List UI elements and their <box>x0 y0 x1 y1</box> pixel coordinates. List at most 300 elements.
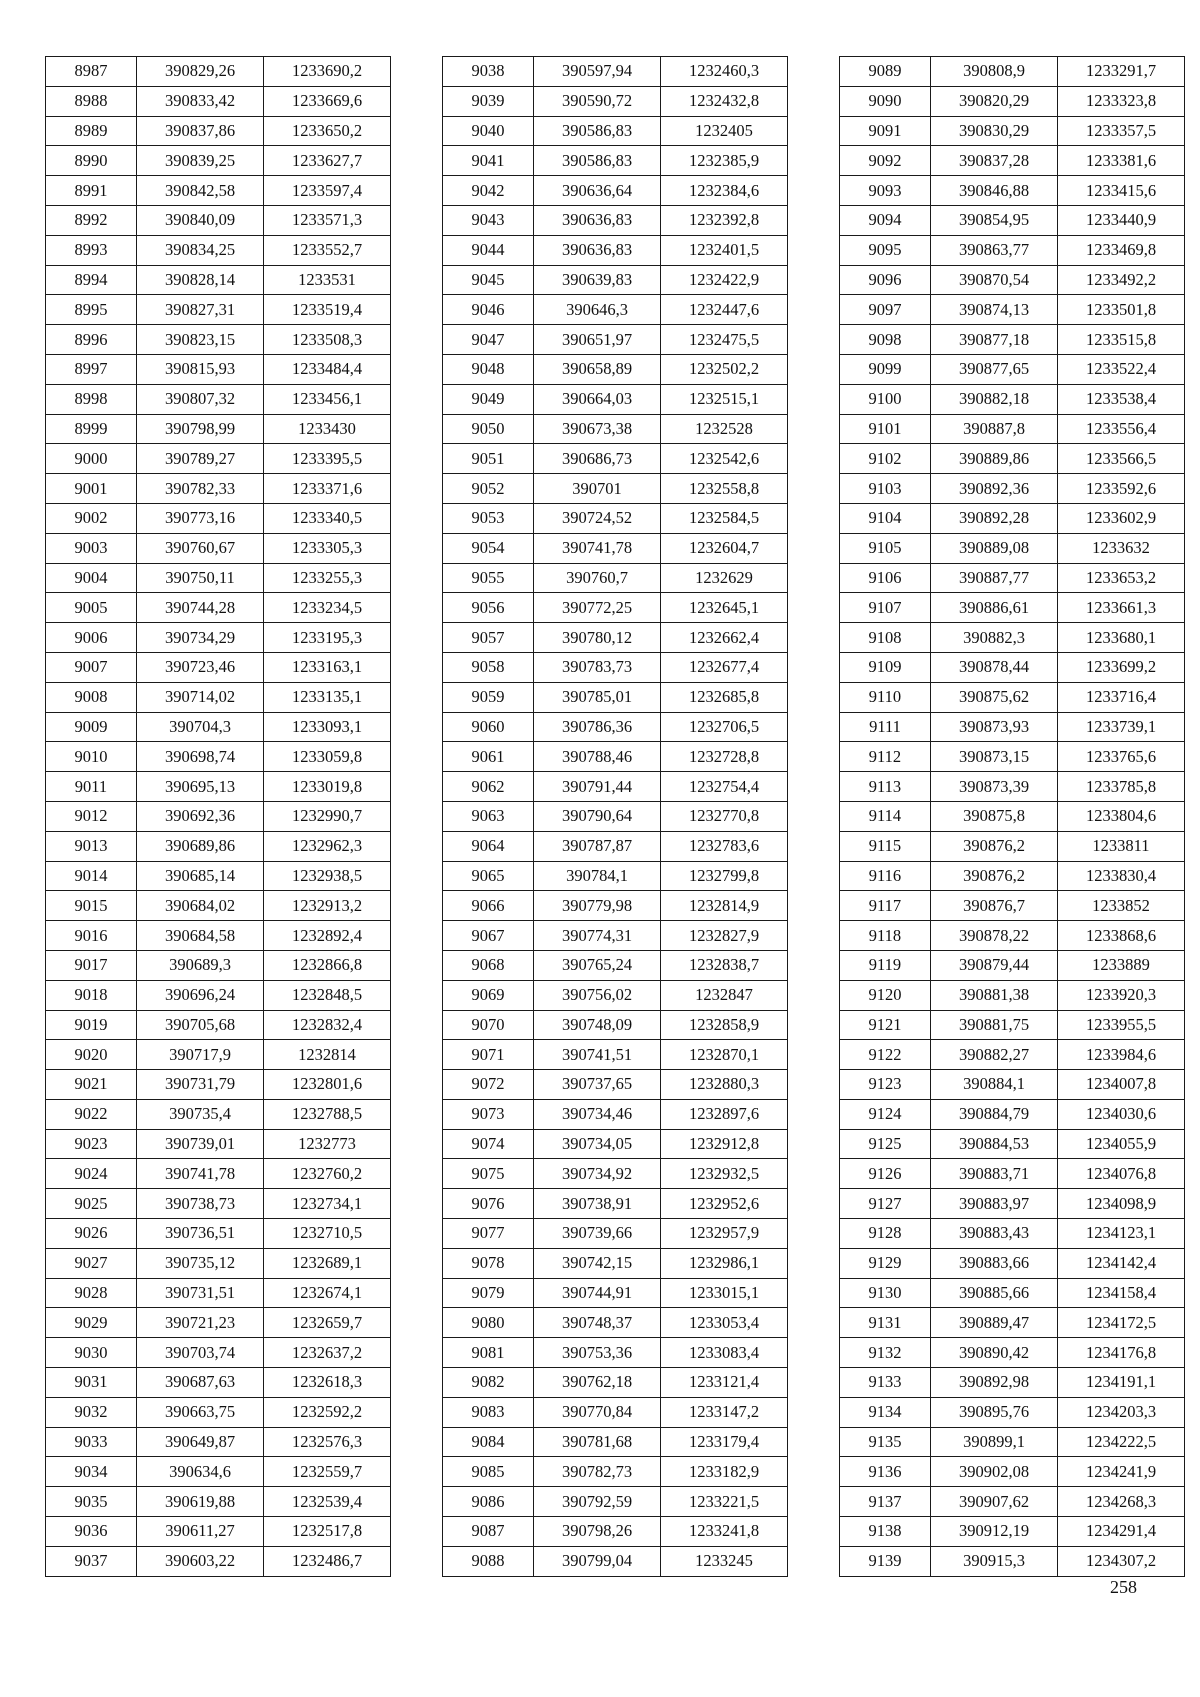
point-number-cell: 9113 <box>840 772 931 802</box>
point-number-cell: 9120 <box>840 980 931 1010</box>
point-number-cell: 8991 <box>46 176 137 206</box>
x-coordinate-cell: 390798,99 <box>137 414 264 444</box>
y-coordinate-cell: 1232880,3 <box>661 1070 788 1100</box>
x-coordinate-cell: 390787,87 <box>534 831 661 861</box>
table-row <box>840 861 1185 891</box>
x-coordinate-cell: 390884,79 <box>931 1099 1058 1129</box>
point-number-cell: 9104 <box>840 503 931 533</box>
point-number-cell: 9062 <box>443 772 534 802</box>
x-coordinate-cell: 390586,83 <box>534 116 661 146</box>
point-number-cell: 9133 <box>840 1368 931 1398</box>
y-coordinate-cell: 1234172,5 <box>1058 1308 1185 1338</box>
y-coordinate-cell: 1232848,5 <box>264 980 391 1010</box>
y-coordinate-cell: 1234142,4 <box>1058 1248 1185 1278</box>
point-number-cell: 9050 <box>443 414 534 444</box>
y-coordinate-cell: 1232539,4 <box>264 1487 391 1517</box>
table-row <box>840 503 1185 533</box>
table-row <box>443 86 788 116</box>
y-coordinate-cell: 1233291,7 <box>1058 57 1185 87</box>
x-coordinate-cell: 390883,71 <box>931 1159 1058 1189</box>
point-number-cell: 9139 <box>840 1546 931 1576</box>
y-coordinate-cell: 1232659,7 <box>264 1308 391 1338</box>
x-coordinate-cell: 390882,18 <box>931 384 1058 414</box>
table-row <box>840 325 1185 355</box>
table-row <box>840 1427 1185 1457</box>
table-row <box>46 1397 391 1427</box>
x-coordinate-cell: 390846,88 <box>931 176 1058 206</box>
x-coordinate-cell: 390828,14 <box>137 265 264 295</box>
x-coordinate-cell: 390698,74 <box>137 742 264 772</box>
x-coordinate-cell: 390784,1 <box>534 861 661 891</box>
x-coordinate-cell: 390619,88 <box>137 1487 264 1517</box>
table-row <box>840 1368 1185 1398</box>
y-coordinate-cell: 1232892,4 <box>264 921 391 951</box>
y-coordinate-cell: 1233739,1 <box>1058 712 1185 742</box>
table-row <box>46 563 391 593</box>
x-coordinate-cell: 390873,93 <box>931 712 1058 742</box>
y-coordinate-cell: 1233245 <box>661 1546 788 1576</box>
y-coordinate-cell: 1232486,7 <box>264 1546 391 1576</box>
table-row <box>443 891 788 921</box>
table-row <box>840 1219 1185 1249</box>
point-number-cell: 8995 <box>46 295 137 325</box>
table-row <box>443 682 788 712</box>
x-coordinate-cell: 390765,24 <box>534 950 661 980</box>
table-row <box>443 1546 788 1576</box>
table-row <box>840 712 1185 742</box>
table-row <box>443 950 788 980</box>
point-number-cell: 9036 <box>46 1517 137 1547</box>
point-number-cell: 9078 <box>443 1248 534 1278</box>
x-coordinate-cell: 390885,66 <box>931 1278 1058 1308</box>
x-coordinate-cell: 390649,87 <box>137 1427 264 1457</box>
table-row <box>840 831 1185 861</box>
x-coordinate-cell: 390735,12 <box>137 1248 264 1278</box>
y-coordinate-cell: 1233484,4 <box>264 354 391 384</box>
y-coordinate-cell: 1234055,9 <box>1058 1129 1185 1159</box>
x-coordinate-cell: 390782,33 <box>137 474 264 504</box>
table-row <box>840 1546 1185 1576</box>
x-coordinate-cell: 390738,73 <box>137 1189 264 1219</box>
y-coordinate-cell: 1234222,5 <box>1058 1427 1185 1457</box>
x-coordinate-cell: 390636,83 <box>534 235 661 265</box>
y-coordinate-cell: 1233920,3 <box>1058 980 1185 1010</box>
y-coordinate-cell: 1232385,9 <box>661 146 788 176</box>
x-coordinate-cell: 390878,22 <box>931 921 1058 951</box>
x-coordinate-cell: 390902,08 <box>931 1457 1058 1487</box>
point-number-cell: 9027 <box>46 1248 137 1278</box>
y-coordinate-cell: 1233852 <box>1058 891 1185 921</box>
x-coordinate-cell: 390684,02 <box>137 891 264 921</box>
table-row <box>46 1189 391 1219</box>
table-row <box>443 1040 788 1070</box>
point-number-cell: 9010 <box>46 742 137 772</box>
x-coordinate-cell: 390837,28 <box>931 146 1058 176</box>
table-row <box>840 921 1185 951</box>
point-number-cell: 9088 <box>443 1546 534 1576</box>
table-row <box>46 354 391 384</box>
point-number-cell: 9114 <box>840 801 931 831</box>
y-coordinate-cell: 1232515,1 <box>661 384 788 414</box>
table-row <box>46 1546 391 1576</box>
x-coordinate-cell: 390780,12 <box>534 623 661 653</box>
table-row <box>46 1278 391 1308</box>
y-coordinate-cell: 1233680,1 <box>1058 623 1185 653</box>
x-coordinate-cell: 390689,3 <box>137 950 264 980</box>
point-number-cell: 9097 <box>840 295 931 325</box>
table-row <box>840 1129 1185 1159</box>
y-coordinate-cell: 1233323,8 <box>1058 86 1185 116</box>
x-coordinate-cell: 390791,44 <box>534 772 661 802</box>
table-row <box>443 1099 788 1129</box>
table-row <box>840 563 1185 593</box>
point-number-cell: 9098 <box>840 325 931 355</box>
y-coordinate-cell: 1233093,1 <box>264 712 391 742</box>
x-coordinate-cell: 390870,54 <box>931 265 1058 295</box>
table-row <box>840 1487 1185 1517</box>
x-coordinate-cell: 390830,29 <box>931 116 1058 146</box>
point-number-cell: 9125 <box>840 1129 931 1159</box>
x-coordinate-cell: 390781,68 <box>534 1427 661 1457</box>
y-coordinate-cell: 1232405 <box>661 116 788 146</box>
y-coordinate-cell: 1233059,8 <box>264 742 391 772</box>
table-row <box>840 801 1185 831</box>
point-number-cell: 9045 <box>443 265 534 295</box>
table-row <box>840 295 1185 325</box>
y-coordinate-cell: 1232517,8 <box>264 1517 391 1547</box>
y-coordinate-cell: 1233785,8 <box>1058 772 1185 802</box>
point-number-cell: 9095 <box>840 235 931 265</box>
point-number-cell: 9012 <box>46 801 137 831</box>
x-coordinate-cell: 390734,92 <box>534 1159 661 1189</box>
y-coordinate-cell: 1232932,5 <box>661 1159 788 1189</box>
table-row <box>443 503 788 533</box>
x-coordinate-cell: 390742,15 <box>534 1248 661 1278</box>
table-row <box>443 235 788 265</box>
table-row <box>443 593 788 623</box>
x-coordinate-cell: 390839,25 <box>137 146 264 176</box>
point-number-cell: 9033 <box>46 1427 137 1457</box>
y-coordinate-cell: 1232986,1 <box>661 1248 788 1278</box>
y-coordinate-cell: 1232938,5 <box>264 861 391 891</box>
y-coordinate-cell: 1233179,4 <box>661 1427 788 1457</box>
x-coordinate-cell: 390889,86 <box>931 444 1058 474</box>
x-coordinate-cell: 390889,08 <box>931 533 1058 563</box>
table-row <box>46 295 391 325</box>
point-number-cell: 9086 <box>443 1487 534 1517</box>
x-coordinate-cell: 390748,09 <box>534 1010 661 1040</box>
point-number-cell: 9001 <box>46 474 137 504</box>
point-number-cell: 9034 <box>46 1457 137 1487</box>
y-coordinate-cell: 1233811 <box>1058 831 1185 861</box>
point-number-cell: 9003 <box>46 533 137 563</box>
point-number-cell: 9084 <box>443 1427 534 1457</box>
point-number-cell: 9002 <box>46 503 137 533</box>
y-coordinate-cell: 1232685,8 <box>661 682 788 712</box>
x-coordinate-cell: 390879,44 <box>931 950 1058 980</box>
table-row <box>443 265 788 295</box>
y-coordinate-cell: 1233395,5 <box>264 444 391 474</box>
point-number-cell: 9004 <box>46 563 137 593</box>
y-coordinate-cell: 1232847 <box>661 980 788 1010</box>
point-number-cell: 9094 <box>840 205 931 235</box>
y-coordinate-cell: 1232645,1 <box>661 593 788 623</box>
x-coordinate-cell: 390785,01 <box>534 682 661 712</box>
y-coordinate-cell: 1233508,3 <box>264 325 391 355</box>
y-coordinate-cell: 1234098,9 <box>1058 1189 1185 1219</box>
table-row <box>46 1040 391 1070</box>
table-row <box>46 1368 391 1398</box>
y-coordinate-cell: 1232401,5 <box>661 235 788 265</box>
x-coordinate-cell: 390741,78 <box>534 533 661 563</box>
x-coordinate-cell: 390734,05 <box>534 1129 661 1159</box>
x-coordinate-cell: 390724,52 <box>534 503 661 533</box>
point-number-cell: 9128 <box>840 1219 931 1249</box>
point-number-cell: 9071 <box>443 1040 534 1070</box>
x-coordinate-cell: 390887,8 <box>931 414 1058 444</box>
x-coordinate-cell: 390823,15 <box>137 325 264 355</box>
x-coordinate-cell: 390756,02 <box>534 980 661 1010</box>
table-row <box>46 533 391 563</box>
table-row <box>840 652 1185 682</box>
table-row <box>443 474 788 504</box>
table-row <box>46 57 391 87</box>
point-number-cell: 9039 <box>443 86 534 116</box>
point-number-cell: 9073 <box>443 1099 534 1129</box>
x-coordinate-cell: 390689,86 <box>137 831 264 861</box>
table-row <box>840 1457 1185 1487</box>
x-coordinate-cell: 390663,75 <box>137 1397 264 1427</box>
y-coordinate-cell: 1232952,6 <box>661 1189 788 1219</box>
y-coordinate-cell: 1234123,1 <box>1058 1219 1185 1249</box>
table-row <box>46 176 391 206</box>
point-number-cell: 9028 <box>46 1278 137 1308</box>
y-coordinate-cell: 1233195,3 <box>264 623 391 653</box>
table-row <box>443 1159 788 1189</box>
x-coordinate-cell: 390731,51 <box>137 1278 264 1308</box>
x-coordinate-cell: 390734,46 <box>534 1099 661 1129</box>
y-coordinate-cell: 1233234,5 <box>264 593 391 623</box>
y-coordinate-cell: 1232558,8 <box>661 474 788 504</box>
x-coordinate-cell: 390884,1 <box>931 1070 1058 1100</box>
table-row <box>443 205 788 235</box>
table-row <box>46 861 391 891</box>
x-coordinate-cell: 390738,91 <box>534 1189 661 1219</box>
x-coordinate-cell: 390611,27 <box>137 1517 264 1547</box>
table-row <box>46 980 391 1010</box>
x-coordinate-cell: 390717,9 <box>137 1040 264 1070</box>
point-number-cell: 8990 <box>46 146 137 176</box>
y-coordinate-cell: 1232913,2 <box>264 891 391 921</box>
table-row <box>840 354 1185 384</box>
x-coordinate-cell: 390881,75 <box>931 1010 1058 1040</box>
point-number-cell: 9051 <box>443 444 534 474</box>
y-coordinate-cell: 1232814,9 <box>661 891 788 921</box>
point-number-cell: 9103 <box>840 474 931 504</box>
y-coordinate-cell: 1233221,5 <box>661 1487 788 1517</box>
point-number-cell: 9131 <box>840 1308 931 1338</box>
y-coordinate-cell: 1232838,7 <box>661 950 788 980</box>
y-coordinate-cell: 1232827,9 <box>661 921 788 951</box>
point-number-cell: 9054 <box>443 533 534 563</box>
y-coordinate-cell: 1234007,8 <box>1058 1070 1185 1100</box>
point-number-cell: 9118 <box>840 921 931 951</box>
table-row <box>443 1278 788 1308</box>
x-coordinate-cell: 390731,79 <box>137 1070 264 1100</box>
y-coordinate-cell: 1233566,5 <box>1058 444 1185 474</box>
y-coordinate-cell: 1232604,7 <box>661 533 788 563</box>
table-row <box>443 1368 788 1398</box>
x-coordinate-cell: 390808,9 <box>931 57 1058 87</box>
y-coordinate-cell: 1232814 <box>264 1040 391 1070</box>
point-number-cell: 9070 <box>443 1010 534 1040</box>
x-coordinate-cell: 390737,65 <box>534 1070 661 1100</box>
y-coordinate-cell: 1232475,5 <box>661 325 788 355</box>
y-coordinate-cell: 1233381,6 <box>1058 146 1185 176</box>
table-row <box>840 682 1185 712</box>
table-row <box>46 1219 391 1249</box>
table-row <box>840 1308 1185 1338</box>
table-row <box>46 1099 391 1129</box>
table-row <box>46 325 391 355</box>
y-coordinate-cell: 1233531 <box>264 265 391 295</box>
x-coordinate-cell: 390875,8 <box>931 801 1058 831</box>
table-row <box>46 593 391 623</box>
point-number-cell: 9132 <box>840 1338 931 1368</box>
x-coordinate-cell: 390895,76 <box>931 1397 1058 1427</box>
x-coordinate-cell: 390883,66 <box>931 1248 1058 1278</box>
point-number-cell: 9009 <box>46 712 137 742</box>
y-coordinate-cell: 1233522,4 <box>1058 354 1185 384</box>
table-row <box>46 86 391 116</box>
point-number-cell: 9074 <box>443 1129 534 1159</box>
y-coordinate-cell: 1232422,9 <box>661 265 788 295</box>
y-coordinate-cell: 1233430 <box>264 414 391 444</box>
x-coordinate-cell: 390807,32 <box>137 384 264 414</box>
point-number-cell: 9055 <box>443 563 534 593</box>
table-row <box>840 1248 1185 1278</box>
y-coordinate-cell: 1233456,1 <box>264 384 391 414</box>
table-row <box>840 474 1185 504</box>
point-number-cell: 9107 <box>840 593 931 623</box>
table-row <box>46 1159 391 1189</box>
x-coordinate-cell: 390892,28 <box>931 503 1058 533</box>
coordinate-table-2 <box>442 56 788 1577</box>
x-coordinate-cell: 390827,31 <box>137 295 264 325</box>
y-coordinate-cell: 1233371,6 <box>264 474 391 504</box>
point-number-cell: 9017 <box>46 950 137 980</box>
x-coordinate-cell: 390651,97 <box>534 325 661 355</box>
point-number-cell: 9065 <box>443 861 534 891</box>
x-coordinate-cell: 390882,3 <box>931 623 1058 653</box>
table-row <box>46 950 391 980</box>
point-number-cell: 9064 <box>443 831 534 861</box>
point-number-cell: 9031 <box>46 1368 137 1398</box>
y-coordinate-cell: 1234241,9 <box>1058 1457 1185 1487</box>
x-coordinate-cell: 390636,64 <box>534 176 661 206</box>
table-row <box>840 980 1185 1010</box>
table-row <box>840 205 1185 235</box>
point-number-cell: 9093 <box>840 176 931 206</box>
y-coordinate-cell: 1232576,3 <box>264 1427 391 1457</box>
table-row <box>46 503 391 533</box>
table-row <box>840 414 1185 444</box>
table-row <box>443 384 788 414</box>
y-coordinate-cell: 1232897,6 <box>661 1099 788 1129</box>
table-row <box>840 1278 1185 1308</box>
y-coordinate-cell: 1232957,9 <box>661 1219 788 1249</box>
table-row <box>46 146 391 176</box>
coordinate-table-1 <box>45 56 391 1577</box>
x-coordinate-cell: 390695,13 <box>137 772 264 802</box>
point-number-cell: 9038 <box>443 57 534 87</box>
x-coordinate-cell: 390882,27 <box>931 1040 1058 1070</box>
y-coordinate-cell: 1232783,6 <box>661 831 788 861</box>
y-coordinate-cell: 1232801,6 <box>264 1070 391 1100</box>
x-coordinate-cell: 390739,66 <box>534 1219 661 1249</box>
y-coordinate-cell: 1233632 <box>1058 533 1185 563</box>
x-coordinate-cell: 390829,26 <box>137 57 264 87</box>
point-number-cell: 9089 <box>840 57 931 87</box>
table-row <box>840 116 1185 146</box>
x-coordinate-cell: 390782,73 <box>534 1457 661 1487</box>
y-coordinate-cell: 1233357,5 <box>1058 116 1185 146</box>
point-number-cell: 8987 <box>46 57 137 87</box>
table-row <box>840 1517 1185 1547</box>
point-number-cell: 8989 <box>46 116 137 146</box>
y-coordinate-cell: 1233716,4 <box>1058 682 1185 712</box>
point-number-cell: 9105 <box>840 533 931 563</box>
point-number-cell: 9075 <box>443 1159 534 1189</box>
point-number-cell: 9115 <box>840 831 931 861</box>
y-coordinate-cell: 1233955,5 <box>1058 1010 1185 1040</box>
y-coordinate-cell: 1233868,6 <box>1058 921 1185 951</box>
y-coordinate-cell: 1233163,1 <box>264 652 391 682</box>
x-coordinate-cell: 390739,01 <box>137 1129 264 1159</box>
x-coordinate-cell: 390760,7 <box>534 563 661 593</box>
y-coordinate-cell: 1233669,6 <box>264 86 391 116</box>
y-coordinate-cell: 1233653,2 <box>1058 563 1185 593</box>
point-number-cell: 9076 <box>443 1189 534 1219</box>
y-coordinate-cell: 1233053,4 <box>661 1308 788 1338</box>
y-coordinate-cell: 1232447,6 <box>661 295 788 325</box>
point-number-cell: 8997 <box>46 354 137 384</box>
table-row <box>443 1070 788 1100</box>
table-row <box>840 891 1185 921</box>
point-number-cell: 9079 <box>443 1278 534 1308</box>
y-coordinate-cell: 1232728,8 <box>661 742 788 772</box>
x-coordinate-cell: 390874,13 <box>931 295 1058 325</box>
point-number-cell: 9080 <box>443 1308 534 1338</box>
point-number-cell: 9122 <box>840 1040 931 1070</box>
x-coordinate-cell: 390748,37 <box>534 1308 661 1338</box>
table-row <box>840 1010 1185 1040</box>
point-number-cell: 9087 <box>443 1517 534 1547</box>
point-number-cell: 9052 <box>443 474 534 504</box>
point-number-cell: 8988 <box>46 86 137 116</box>
x-coordinate-cell: 390892,98 <box>931 1368 1058 1398</box>
x-coordinate-cell: 390892,36 <box>931 474 1058 504</box>
y-coordinate-cell: 1232799,8 <box>661 861 788 891</box>
y-coordinate-cell: 1234191,1 <box>1058 1368 1185 1398</box>
point-number-cell: 9030 <box>46 1338 137 1368</box>
table-row <box>46 652 391 682</box>
x-coordinate-cell: 390875,62 <box>931 682 1058 712</box>
x-coordinate-cell: 390696,24 <box>137 980 264 1010</box>
table-row <box>840 1040 1185 1070</box>
point-number-cell: 9049 <box>443 384 534 414</box>
table-row <box>443 1457 788 1487</box>
